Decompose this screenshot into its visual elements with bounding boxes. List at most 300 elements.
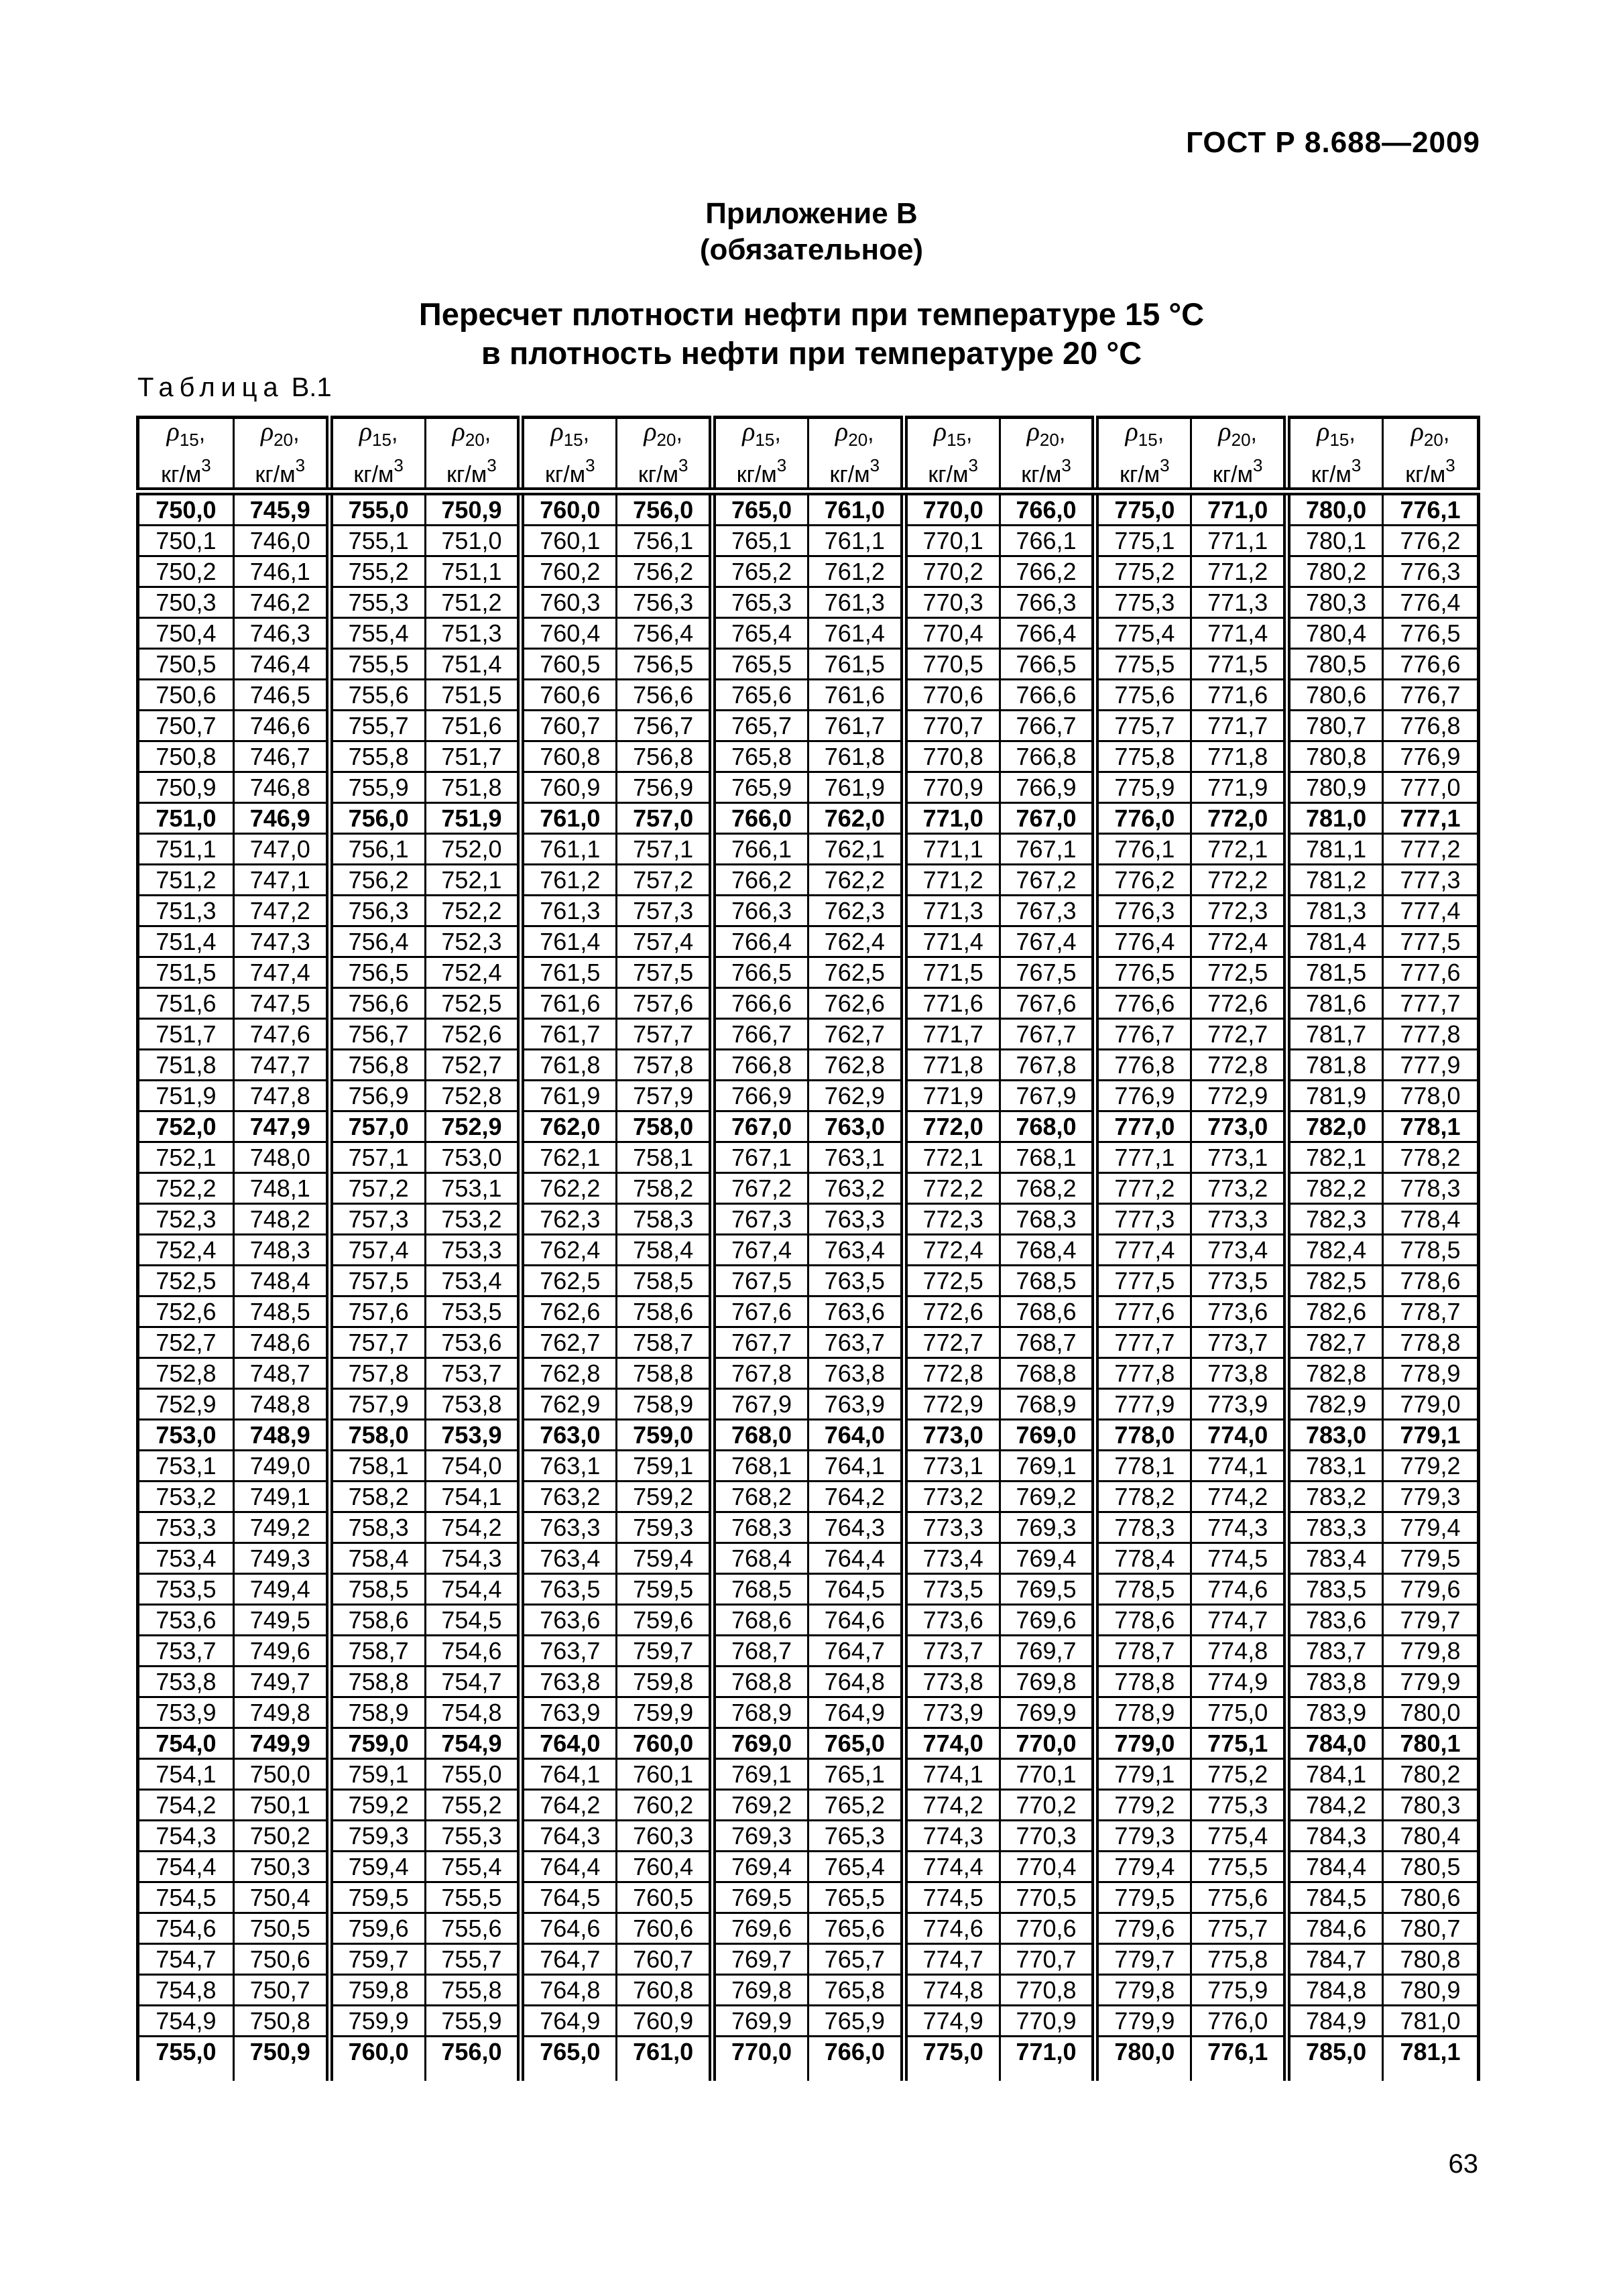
table-cell: 757,1: [617, 834, 713, 865]
table-cell: 756,3: [329, 896, 425, 926]
table-cell: 752,9: [138, 1389, 234, 1420]
table-cell: 757,8: [617, 1050, 713, 1081]
table-cell: 753,5: [425, 1296, 521, 1327]
table-cell: 754,4: [425, 1574, 521, 1605]
table-tail-cell: [1287, 2066, 1383, 2081]
table-cell: 757,7: [329, 1327, 425, 1358]
table-cell: 779,1: [1382, 1420, 1478, 1451]
table-cell: 778,8: [1382, 1327, 1478, 1358]
table-cell: 750,6: [138, 680, 234, 711]
table-cell: 779,1: [1095, 1759, 1191, 1790]
table-cell: 765,1: [713, 526, 808, 556]
table-cell: 770,8: [1000, 1975, 1095, 2006]
table-cell: 762,3: [808, 896, 904, 926]
table-cell: 781,6: [1287, 988, 1383, 1019]
table-cell: 759,3: [329, 1821, 425, 1852]
table-cell: 782,0: [1287, 1111, 1383, 1142]
table-cell: 746,1: [233, 556, 329, 587]
table-cell: 780,4: [1382, 1821, 1478, 1852]
table-row: [138, 1728, 1479, 1759]
table-cell: 766,7: [1000, 711, 1095, 741]
table-cell: 781,4: [1287, 926, 1383, 957]
table-cell: 750,9: [138, 772, 234, 803]
table-cell: 770,7: [904, 711, 1000, 741]
table-cell: 756,0: [329, 803, 425, 834]
table-cell: 770,5: [1000, 1882, 1095, 1913]
table-cell: 754,4: [138, 1852, 234, 1882]
table-cell: 749,5: [233, 1605, 329, 1636]
table-cell: 769,8: [1000, 1667, 1095, 1697]
table-cell: 762,1: [808, 834, 904, 865]
table-cell: 750,4: [138, 618, 234, 649]
table-cell: 759,0: [329, 1728, 425, 1759]
table-cell: 777,9: [1382, 1050, 1478, 1081]
table-cell: 761,5: [808, 649, 904, 680]
table-cell: 746,7: [233, 741, 329, 772]
table-cell: 747,3: [233, 926, 329, 957]
doc-title-line1: Пересчет плотности нефти при температуре 15 °С: [418, 296, 1205, 332]
table-cell: 752,3: [138, 1204, 234, 1235]
table-cell: 748,9: [233, 1420, 329, 1451]
table-cell: 782,3: [1287, 1204, 1383, 1235]
table-cell: 774,9: [904, 2006, 1000, 2037]
table-cell: 745,9: [233, 491, 329, 526]
table-cell: 751,6: [138, 988, 234, 1019]
table-cell: 763,9: [521, 1697, 617, 1728]
table-cell: 776,1: [1191, 2037, 1287, 2067]
table-cell: 782,1: [1287, 1142, 1383, 1173]
table-cell: 766,5: [1000, 649, 1095, 680]
table-cell: 765,5: [808, 1882, 904, 1913]
table-cell: 766,4: [713, 926, 808, 957]
table-cell: 765,0: [808, 1728, 904, 1759]
table-cell: 769,1: [713, 1759, 808, 1790]
table-cell: 773,4: [904, 1543, 1000, 1574]
table-cell: 767,1: [713, 1142, 808, 1173]
table-cell: 750,7: [138, 711, 234, 741]
table-cell: 750,3: [233, 1852, 329, 1882]
table-cell: 776,9: [1382, 741, 1478, 772]
table-cell: 778,0: [1095, 1420, 1191, 1451]
table-row: [138, 865, 1479, 896]
table-cell: 760,0: [521, 491, 617, 526]
table-cell: 753,3: [425, 1235, 521, 1266]
table-cell: 752,2: [425, 896, 521, 926]
table-cell: 770,6: [1000, 1913, 1095, 1944]
table-cell: 764,5: [521, 1882, 617, 1913]
table-cell: 756,9: [617, 772, 713, 803]
table-cell: 775,7: [1191, 1913, 1287, 1944]
table-cell: 757,4: [329, 1235, 425, 1266]
table-row: [138, 1266, 1479, 1296]
table-cell: 760,2: [521, 556, 617, 587]
table-cell: 782,4: [1287, 1235, 1383, 1266]
table-cell: 769,2: [1000, 1482, 1095, 1512]
table-cell: 770,2: [1000, 1790, 1095, 1821]
table-cell: 747,6: [233, 1019, 329, 1050]
table-cell: 767,8: [1000, 1050, 1095, 1081]
table-cell: 751,3: [425, 618, 521, 649]
table-row: [138, 988, 1479, 1019]
table-cell: 769,4: [1000, 1543, 1095, 1574]
table-cell: 777,1: [1095, 1142, 1191, 1173]
table-cell: 774,7: [904, 1944, 1000, 1975]
table-cell: 753,6: [425, 1327, 521, 1358]
table-cell: 772,7: [1191, 1019, 1287, 1050]
table-cell: 761,0: [808, 491, 904, 526]
table-cell: 782,2: [1287, 1173, 1383, 1204]
table-cell: 763,2: [808, 1173, 904, 1204]
table-cell: 765,6: [808, 1913, 904, 1944]
table-cell: 767,9: [1000, 1081, 1095, 1111]
table-cell: 784,7: [1287, 1944, 1383, 1975]
table-cell: 767,2: [1000, 865, 1095, 896]
table-cell: 778,0: [1382, 1081, 1478, 1111]
table-cell: 774,6: [904, 1913, 1000, 1944]
table-row: [138, 741, 1479, 772]
table-cell: 779,2: [1095, 1790, 1191, 1821]
table-cell: 782,7: [1287, 1327, 1383, 1358]
table-cell: 777,5: [1382, 926, 1478, 957]
table-cell: 780,5: [1382, 1852, 1478, 1882]
table-tail-cell: [617, 2066, 713, 2081]
table-cell: 766,4: [1000, 618, 1095, 649]
table-cell: 778,3: [1095, 1512, 1191, 1543]
table-cell: 777,0: [1382, 772, 1478, 803]
table-row: [138, 772, 1479, 803]
table-cell: 753,1: [425, 1173, 521, 1204]
table-cell: 779,4: [1095, 1852, 1191, 1882]
table-cell: 746,2: [233, 587, 329, 618]
table-cell: 774,2: [904, 1790, 1000, 1821]
table-cell: 757,9: [617, 1081, 713, 1111]
table-cell: 781,5: [1287, 957, 1383, 988]
table-cell: 776,6: [1382, 649, 1478, 680]
col-header-rho20: $\rho_{20}$, $кг/м^3$: [1382, 418, 1478, 492]
table-cell: 767,3: [1000, 896, 1095, 926]
table-cell: 750,5: [233, 1913, 329, 1944]
table-cell: 764,1: [808, 1451, 904, 1482]
table-cell: 759,6: [329, 1913, 425, 1944]
table-cell: 756,4: [617, 618, 713, 649]
table-cell: 772,9: [1191, 1081, 1287, 1111]
table-cell: 746,3: [233, 618, 329, 649]
table-cell: 779,7: [1382, 1605, 1478, 1636]
table-cell: 750,8: [138, 741, 234, 772]
table-cell: 754,5: [138, 1882, 234, 1913]
table-cell: 761,1: [521, 834, 617, 865]
table-cell: 751,6: [425, 711, 521, 741]
table-cell: 760,7: [521, 711, 617, 741]
table-cell: 770,7: [1000, 1944, 1095, 1975]
table-cell: 776,2: [1095, 865, 1191, 896]
table-cell: 772,0: [904, 1111, 1000, 1142]
table-cell: 779,0: [1382, 1389, 1478, 1420]
table-cell: 773,3: [904, 1512, 1000, 1543]
table-cell: 778,5: [1095, 1574, 1191, 1605]
table-cell: 769,6: [713, 1913, 808, 1944]
table-tail-cell: [329, 2066, 425, 2081]
table-cell: 785,0: [1287, 2037, 1383, 2067]
table-cell: 765,5: [713, 649, 808, 680]
table-cell: 777,4: [1382, 896, 1478, 926]
table-cell: 752,4: [425, 957, 521, 988]
table-cell: 776,8: [1095, 1050, 1191, 1081]
table-cell: 772,7: [904, 1327, 1000, 1358]
table-cell: 754,5: [425, 1605, 521, 1636]
table-cell: 783,6: [1287, 1605, 1383, 1636]
table-cell: 763,5: [521, 1574, 617, 1605]
table-cell: 777,8: [1382, 1019, 1478, 1050]
table-cell: 784,3: [1287, 1821, 1383, 1852]
table-cell: 755,3: [329, 587, 425, 618]
table-cell: 775,0: [1191, 1697, 1287, 1728]
table-cell: 773,8: [1191, 1358, 1287, 1389]
table-cell: 764,9: [521, 2006, 617, 2037]
table-cell: 756,4: [329, 926, 425, 957]
table-cell: 768,9: [713, 1697, 808, 1728]
col-header-rho15: $\rho_{15}$, $кг/м^3$: [138, 418, 234, 492]
table-cell: 777,0: [1095, 1111, 1191, 1142]
table-cell: 775,8: [1095, 741, 1191, 772]
table-cell: 752,3: [425, 926, 521, 957]
table-cell: 768,6: [1000, 1296, 1095, 1327]
table-cell: 781,1: [1287, 834, 1383, 865]
table-cell: 748,3: [233, 1235, 329, 1266]
table-cell: 765,4: [808, 1852, 904, 1882]
table-cell: 747,2: [233, 896, 329, 926]
table-cell: 751,0: [425, 526, 521, 556]
table-cell: 760,8: [521, 741, 617, 772]
table-row: [138, 1420, 1479, 1451]
col-header-rho20: $\rho_{20}$, $кг/м^3$: [233, 418, 329, 492]
table-cell: 748,0: [233, 1142, 329, 1173]
table-cell: 757,6: [329, 1296, 425, 1327]
table-row: [138, 1574, 1479, 1605]
table-cell: 766,6: [713, 988, 808, 1019]
table-cell: 754,1: [425, 1482, 521, 1512]
table-cell: 772,0: [1191, 803, 1287, 834]
table-cell: 775,4: [1191, 1821, 1287, 1852]
table-cell: 756,6: [617, 680, 713, 711]
table-tail-cell: [138, 2066, 234, 2081]
table-cell: 752,0: [138, 1111, 234, 1142]
table-cell: 753,0: [138, 1420, 234, 1451]
table-cell: 764,0: [808, 1420, 904, 1451]
table-cell: 753,5: [138, 1574, 234, 1605]
table-cell: 754,3: [138, 1821, 234, 1852]
col-header-rho20: $\rho_{20}$, $кг/м^3$: [808, 418, 904, 492]
table-cell: 772,8: [1191, 1050, 1287, 1081]
col-header-rho15: $\rho_{15}$, $кг/м^3$: [1095, 418, 1191, 492]
table-cell: 772,5: [904, 1266, 1000, 1296]
table-row: [138, 1173, 1479, 1204]
table-cell: 760,1: [617, 1759, 713, 1790]
table-cell: 777,3: [1095, 1204, 1191, 1235]
table-cell: 768,4: [1000, 1235, 1095, 1266]
table-cell: 769,0: [713, 1728, 808, 1759]
table-cell: 754,6: [138, 1913, 234, 1944]
table-row: [138, 491, 1479, 526]
table-row: [138, 1512, 1479, 1543]
table-cell: 771,6: [904, 988, 1000, 1019]
table-cell: 769,1: [1000, 1451, 1095, 1482]
table-cell: 746,8: [233, 772, 329, 803]
table-cell: 781,3: [1287, 896, 1383, 926]
table-cell: 753,1: [138, 1451, 234, 1482]
table-cell: 750,7: [233, 1975, 329, 2006]
table-cell: 758,1: [617, 1142, 713, 1173]
table-cell: 775,9: [1191, 1975, 1287, 2006]
table-cell: 757,5: [329, 1266, 425, 1296]
table-cell: 771,5: [1191, 649, 1287, 680]
table-cell: 758,1: [329, 1451, 425, 1482]
table-cell: 781,2: [1287, 865, 1383, 896]
table-cell: 768,0: [713, 1420, 808, 1451]
table-cell: 770,8: [904, 741, 1000, 772]
table-cell: 765,3: [808, 1821, 904, 1852]
table-cell: 779,4: [1382, 1512, 1478, 1543]
table-cell: 751,7: [425, 741, 521, 772]
table-row: [138, 1142, 1479, 1173]
table-cell: 763,2: [521, 1482, 617, 1512]
table-cell: 758,2: [617, 1173, 713, 1204]
table-cell: 783,8: [1287, 1667, 1383, 1697]
table-cell: 776,9: [1095, 1081, 1191, 1111]
table-cell: 776,1: [1382, 491, 1478, 526]
table-cell: 755,0: [425, 1759, 521, 1790]
table-cell: 769,8: [713, 1975, 808, 2006]
table-row: [138, 1605, 1479, 1636]
table-cell: 774,0: [1191, 1420, 1287, 1451]
table-row: [138, 1482, 1479, 1512]
table-cell: 761,1: [808, 526, 904, 556]
table-cell: 756,8: [329, 1050, 425, 1081]
table-cell: 771,4: [904, 926, 1000, 957]
table-cell: 777,4: [1095, 1235, 1191, 1266]
table-row: [138, 1019, 1479, 1050]
table-tail-row: [138, 2066, 1479, 2081]
table-cell: 778,7: [1382, 1296, 1478, 1327]
table-cell: 768,8: [1000, 1358, 1095, 1389]
table-cell: 752,6: [425, 1019, 521, 1050]
table-cell: 769,2: [713, 1790, 808, 1821]
table-cell: 766,0: [1000, 491, 1095, 526]
table-cell: 778,6: [1095, 1605, 1191, 1636]
table-cell: 763,8: [521, 1667, 617, 1697]
col-header-rho20: $\rho_{20}$, $кг/м^3$: [425, 418, 521, 492]
table-cell: 784,9: [1287, 2006, 1383, 2037]
table-cell: 761,0: [617, 2037, 713, 2067]
table-cell: 760,3: [521, 587, 617, 618]
table-cell: 764,1: [521, 1759, 617, 1790]
table-cell: 777,7: [1382, 988, 1478, 1019]
table-cell: 762,2: [521, 1173, 617, 1204]
table-cell: 767,0: [713, 1111, 808, 1142]
table-cell: 756,7: [329, 1019, 425, 1050]
table-cell: 767,4: [1000, 926, 1095, 957]
table-cell: 746,6: [233, 711, 329, 741]
table-cell: 761,3: [521, 896, 617, 926]
doc-title-block: [0, 295, 1623, 373]
table-cell: 766,7: [713, 1019, 808, 1050]
table-cell: 768,3: [713, 1512, 808, 1543]
table-cell: 771,7: [904, 1019, 1000, 1050]
table-cell: 776,3: [1382, 556, 1478, 587]
table-cell: 768,3: [1000, 1204, 1095, 1235]
col-header-rho15: $\rho_{15}$, $кг/м^3$: [713, 418, 808, 492]
table-cell: 765,3: [713, 587, 808, 618]
table-cell: 758,7: [617, 1327, 713, 1358]
table-cell: 774,8: [904, 1975, 1000, 2006]
table-cell: 763,6: [808, 1296, 904, 1327]
table-cell: 771,2: [904, 865, 1000, 896]
table-cell: 766,1: [1000, 526, 1095, 556]
table-cell: 746,0: [233, 526, 329, 556]
table-cell: 757,0: [329, 1111, 425, 1142]
table-cell: 756,7: [617, 711, 713, 741]
col-header-rho20: $\rho_{20}$, $кг/м^3$: [1191, 418, 1287, 492]
table-cell: 755,0: [138, 2037, 234, 2067]
table-cell: 777,6: [1382, 957, 1478, 988]
table-cell: 776,5: [1095, 957, 1191, 988]
table-cell: 767,1: [1000, 834, 1095, 865]
table-cell: 755,2: [425, 1790, 521, 1821]
table-cell: 779,2: [1382, 1451, 1478, 1482]
table-cell: 755,4: [425, 1852, 521, 1882]
table-cell: 761,2: [808, 556, 904, 587]
table-cell: 770,6: [904, 680, 1000, 711]
table-row: [138, 926, 1479, 957]
table-cell: 771,4: [1191, 618, 1287, 649]
table-cell: 784,0: [1287, 1728, 1383, 1759]
table-cell: 756,0: [425, 2037, 521, 2067]
table-cell: 776,8: [1382, 711, 1478, 741]
table-cell: 766,2: [1000, 556, 1095, 587]
table-cell: 776,1: [1095, 834, 1191, 865]
table-cell: 755,9: [329, 772, 425, 803]
table-cell: 764,7: [521, 1944, 617, 1975]
table-cell: 751,1: [425, 556, 521, 587]
table-row: [138, 680, 1479, 711]
table-cell: 769,5: [1000, 1574, 1095, 1605]
table-cell: 751,8: [425, 772, 521, 803]
col-header-rho15: $\rho_{15}$, $кг/м^3$: [521, 418, 617, 492]
table-cell: 768,1: [713, 1451, 808, 1482]
table-cell: 761,2: [521, 865, 617, 896]
table-cell: 767,7: [713, 1327, 808, 1358]
table-cell: 748,2: [233, 1204, 329, 1235]
table-cell: 750,6: [233, 1944, 329, 1975]
table-cell: 779,3: [1095, 1821, 1191, 1852]
table-cell: 774,2: [1191, 1482, 1287, 1512]
table-cell: 763,6: [521, 1605, 617, 1636]
table-cell: 747,5: [233, 988, 329, 1019]
appendix-heading-block: [0, 196, 1623, 268]
table-tail-cell: [233, 2066, 329, 2081]
table-cell: 756,2: [329, 865, 425, 896]
table-cell: 775,7: [1095, 711, 1191, 741]
table-cell: 779,9: [1095, 2006, 1191, 2037]
table-cell: 770,4: [904, 618, 1000, 649]
table-cell: 780,4: [1287, 618, 1383, 649]
table-cell: 772,1: [1191, 834, 1287, 865]
table-cell: 765,2: [713, 556, 808, 587]
table-cell: 771,0: [904, 803, 1000, 834]
table-cell: 759,8: [329, 1975, 425, 2006]
table-cell: 753,0: [425, 1142, 521, 1173]
table-cell: 771,0: [1191, 491, 1287, 526]
